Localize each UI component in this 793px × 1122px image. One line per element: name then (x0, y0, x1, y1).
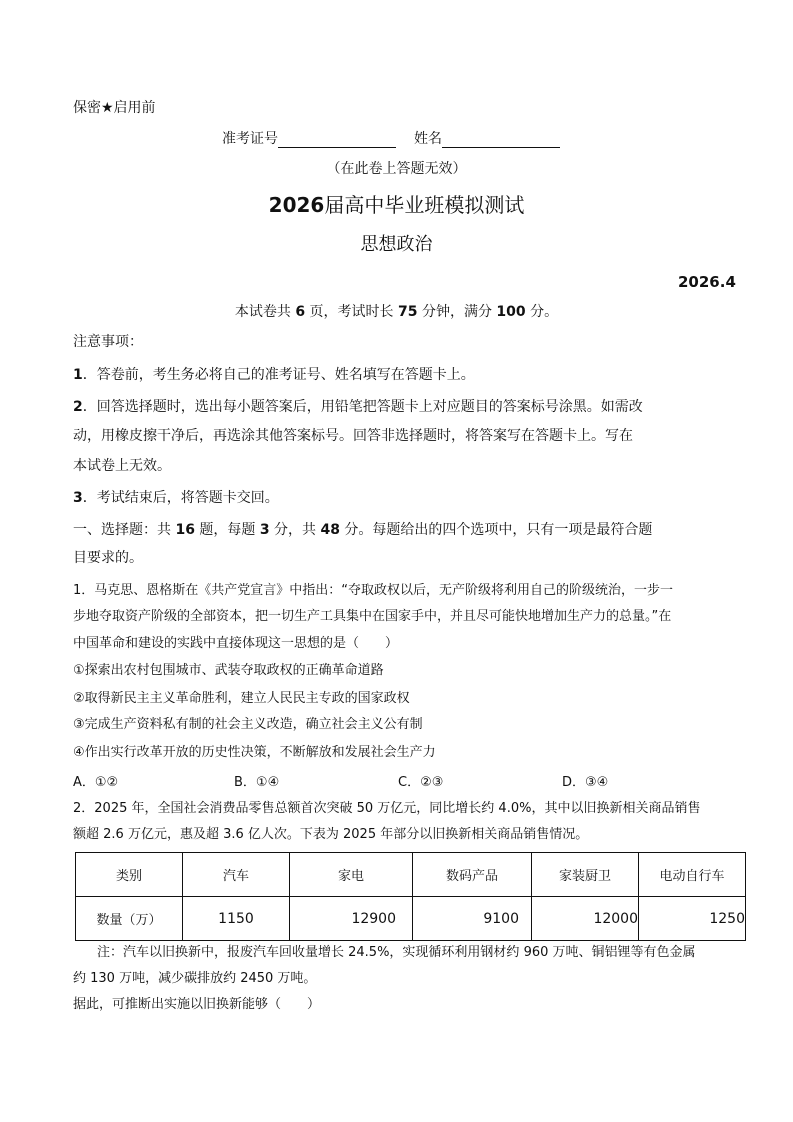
invalid-note: （在此卷上答题无效） (326, 161, 467, 177)
name-label: 姓名 (414, 131, 442, 147)
notice-number: 2 (73, 399, 83, 415)
table-cell: 1150 (183, 897, 290, 941)
notice-text: ．考试结束后，将答题卡交回。 (82, 490, 279, 506)
notice-text: ．回答选择题时，选出每小题答案后，用铅笔把答题卡上对应题目的答案标号涂黑。如需改 (82, 399, 643, 415)
table-header-cell: 家装厨卫 (532, 853, 639, 897)
intro-text: 本试卷共 (234, 304, 296, 320)
q1-choice-d[interactable]: D．③④ (562, 775, 609, 790)
q2-question: 据此，可推断出实施以旧换新能够（ ） (73, 997, 321, 1012)
q1-stem: 1．马克思、恩格斯在《共产党宣言》中指出：“夺取政权以后，无产阶级将利用自己的阶级统治，一步一 (73, 583, 674, 598)
section-heading (73, 521, 652, 539)
notice-number: 1 (73, 367, 83, 383)
q1-statement: ③完成生产资料私有制的社会主义改造，确立社会主义公有制 (73, 717, 423, 732)
candidate-info (222, 130, 560, 148)
table-header-cell: 电动自行车 (639, 853, 746, 897)
section-heading-cont: 目要求的。 (73, 550, 143, 566)
section-count: 16 (175, 522, 195, 538)
notice-title: 注意事项： (73, 334, 143, 350)
section-each: 3 (259, 522, 270, 538)
q1-choice-b[interactable]: B．①④ (234, 775, 280, 790)
table-header-cell: 汽车 (183, 853, 290, 897)
notice-item (73, 366, 475, 384)
notice-text: ．答卷前，考生务必将自己的准考证号、姓名填写在答题卡上。 (82, 367, 475, 383)
intro-pages: 6 (295, 304, 306, 320)
confidential-label: 保密★启用前 (73, 100, 156, 116)
notice-item (73, 398, 643, 416)
section-text: 分。每题给出的四个选项中，只有一项是最符合题 (339, 522, 653, 538)
id-blank (278, 133, 396, 148)
table-cell: 12000 (532, 897, 639, 941)
q1-statement: ②取得新民主主义革命胜利，建立人民民主专政的国家政权 (73, 691, 410, 706)
section-text: 一、选择题：共 (73, 522, 176, 538)
intro-minutes: 75 (398, 304, 418, 320)
intro-text: 分钟，满分 (417, 304, 497, 320)
q1-choice-c[interactable]: C．②③ (398, 775, 444, 790)
section-text: 分，共 (269, 522, 321, 538)
q2-stem: 额超 2.6 万亿元，惠及超 3.6 亿人次。下表为 2025 年部分以旧换新相关商品销售情况。 (73, 827, 589, 842)
q2-note: 约 130 万吨，减少碳排放约 2450 万吨。 (73, 971, 317, 986)
q1-stem: 中国革命和建设的实践中直接体现这一思想的是（ ） (73, 636, 399, 651)
table-header-cell: 数码产品 (413, 853, 532, 897)
notice-number: 3 (73, 490, 83, 506)
table-row-label: 数量（万） (76, 897, 183, 941)
subject: 思想政治 (360, 234, 433, 255)
q1-choice-a[interactable]: A．①② (73, 775, 119, 790)
table-header-cell: 类别 (76, 853, 183, 897)
notice-item (73, 489, 279, 507)
q1-statement: ①探索出农村包围城市、武装夺取政权的正确革命道路 (73, 663, 384, 678)
exam-date: 2026.4 (678, 273, 736, 291)
table-cell: 12900 (290, 897, 413, 941)
table-header-row (76, 853, 746, 897)
table-cell: 1250 (639, 897, 746, 941)
exam-title (0, 193, 793, 217)
sales-table (75, 852, 746, 941)
notice-text: 动，用橡皮擦干净后，再选涂其他答案标号。回答非选择题时，将答案写在答题卡上。写在 (73, 428, 633, 444)
q2-note: 注：汽车以旧换新中，报废汽车回收量增长 24.5%，实现循环利用钢材约 960 万吨、铜铝锂等有色金属 (97, 945, 696, 960)
exam-intro (0, 303, 793, 321)
intro-text: 页，考试时长 (305, 304, 399, 320)
section-total: 48 (320, 522, 340, 538)
section-text: 题，每题 (194, 522, 260, 538)
title-main: 届高中毕业班模拟测试 (324, 193, 525, 217)
q1-stem: 步地夺取资产阶级的全部资本，把一切生产工具集中在国家手中，并且尽可能快地增加生产力的总量。”在 (73, 609, 672, 624)
q1-statement: ④作出实行改革开放的历史性决策，不断解放和发展社会生产力 (73, 745, 436, 760)
notice-text: 本试卷上无效。 (73, 458, 171, 474)
intro-text: 分。 (525, 304, 559, 320)
table-header-cell: 家电 (290, 853, 413, 897)
name-blank (442, 133, 560, 148)
intro-score: 100 (496, 304, 526, 320)
q2-stem: 2．2025 年，全国社会消费品零售总额首次突破 50 万亿元，同比增长约 4.0%，其中以旧换新相关商品销售 (73, 801, 701, 816)
id-label: 准考证号 (222, 131, 278, 147)
title-year: 2026 (268, 193, 325, 217)
table-cell: 9100 (413, 897, 532, 941)
table-row (76, 897, 746, 941)
